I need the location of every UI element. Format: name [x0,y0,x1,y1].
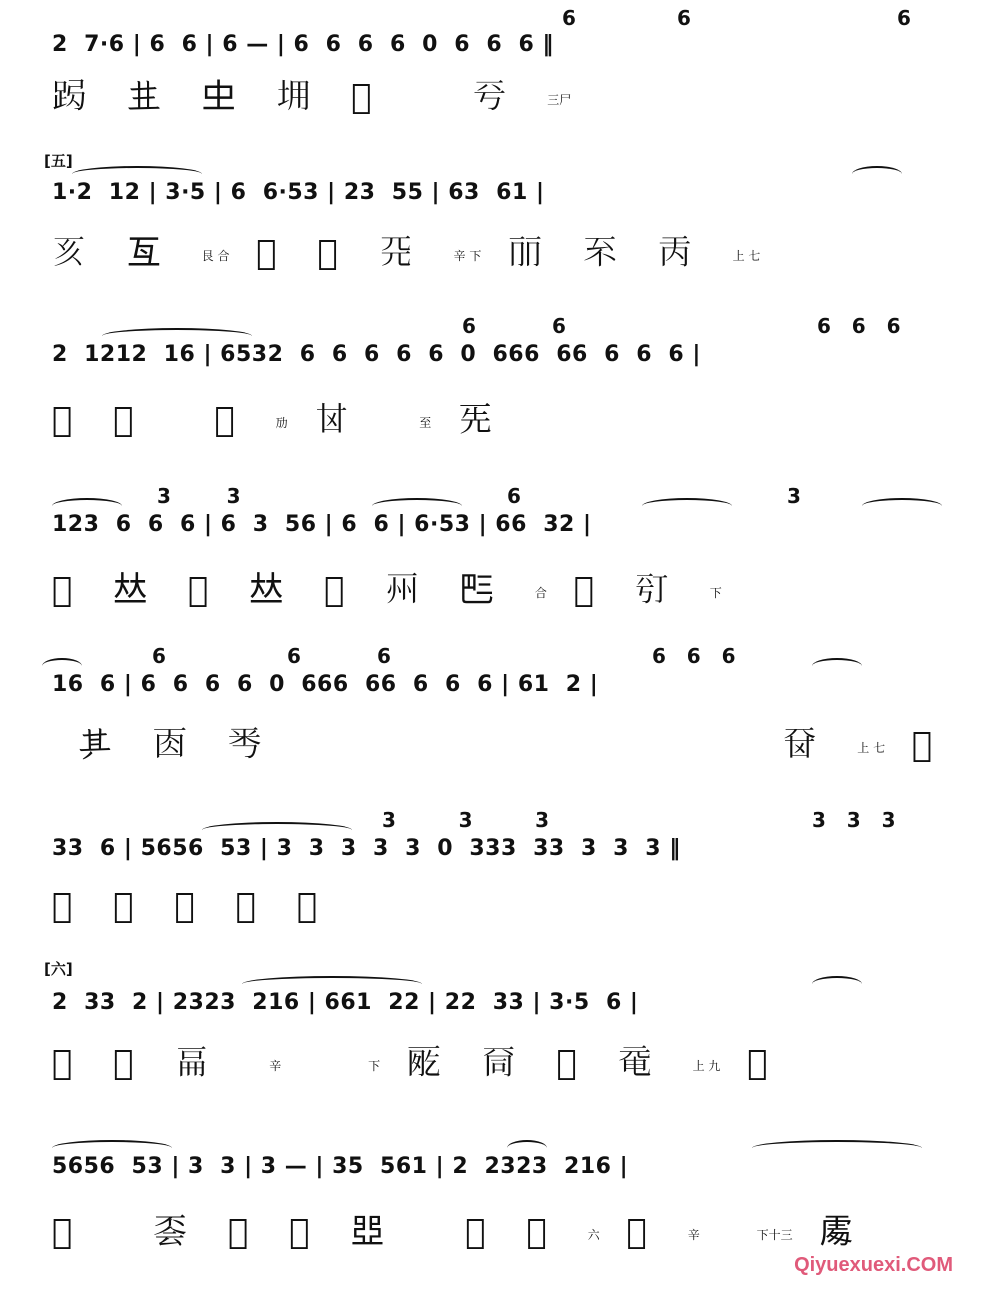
score-row-2 [52,176,942,316]
jianpu-notes: 2 1212 16 | 6532 6 6 6 6 6 0 666 66 6 6 6 | [52,342,701,367]
tab-annotation: 六 [587,1227,600,1242]
tab-char: 𠀭 [227,725,270,765]
tab-annotation: 劢 [275,415,288,430]
tablature-line [52,722,942,782]
tab-annotation: 下 [709,585,722,600]
tab-char: 𠁃 [526,1212,555,1252]
tab-char: 𡊤 [276,77,319,117]
tab-char: 𠀧 [460,570,503,610]
tab-char: 𠀿 [228,1212,257,1252]
chord-stack: 6 [562,6,576,30]
chord-stack: 6 [507,484,521,508]
score-row-4 [52,484,942,648]
tab-char: 𠁂 [465,1212,494,1252]
chord-stack: 6 [552,314,566,338]
tab-char: 𠀨 [573,570,603,610]
tab-char: 𠀫 [78,725,120,765]
tab-char: 𠀳 [235,886,265,926]
chord-stack: 6 [152,644,166,668]
tab-char: 𠀑 [351,77,380,117]
jianpu-notes: 5656 53 | 3 3 | 3 — | 35 561 | 2 2323 216 | [52,1154,629,1179]
tab-char: 𠀙 [508,233,551,273]
tab-char: 𠀻 [617,1043,660,1083]
tab-char: 𠁁 [350,1212,393,1252]
tab-char: 𠀽 [52,1212,81,1252]
tab-char: 𠁀 [289,1212,318,1252]
score-row-3 [52,314,942,478]
tab-char: 𠀰 [52,886,81,926]
tab-char: 𠀥 [188,570,217,610]
tab-char: 𠀴 [296,886,326,926]
chord-stack: 3 3 3 [812,808,896,832]
tab-char: 𠁅 [819,1212,862,1252]
tab-char: 𠀎 [126,77,169,117]
tab-char: 𠀵 [52,1043,81,1083]
chord-stack: 3 3 [157,484,241,508]
tab-char: 𠀤 [249,570,292,610]
tab-char: 𠀥 [324,570,353,610]
tablature-line [52,886,942,946]
tab-annotation: 艮 合 [201,248,230,263]
section-label-5: [五] [44,152,73,170]
tab-char: 𠀕 [126,233,169,273]
chord-stack: 6 [287,644,301,668]
jianpu-notes: 123 6 6 6 | 6 3 56 | 6 6 | 6·53 | 66 32 | [52,512,592,537]
jianpu-notes: 2 7·6 | 6 6 | 6 — | 6 6 6 6 0 6 6 6 ‖ [52,32,554,57]
chord-stack: 3 [787,484,801,508]
tab-annotation: 辛 下 [453,248,482,263]
tablature-line [52,392,942,452]
tab-char: 𠀺 [556,1043,585,1083]
tab-annotation: 辛 [269,1058,282,1073]
tablature-line [52,1040,942,1100]
chord-stack: 6 [677,6,691,30]
chord-stack: 3 3 3 [382,808,550,832]
tab-char: 𠀤 [113,570,156,610]
tab-char: 𠀷 [174,1043,217,1083]
tab-annotation: 合 [534,585,547,600]
tab-annotation: 下 [368,1058,381,1073]
tab-char: 𠀹 [481,1043,524,1083]
tablature-line [52,230,942,290]
tab-char: 𠀱 [113,886,142,926]
chord-stack: 6 [462,314,476,338]
site-watermark: Qiyuexuexi.COM [794,1254,953,1276]
jianpu-notes: 2 33 2 | 2323 216 | 661 22 | 22 33 | 3·5 6 | [52,990,639,1015]
tablature-line [52,74,942,134]
tab-char: 𠀯 [911,725,941,765]
tab-char: 𠀛 [657,233,700,273]
jianpu-notes: 1·2 12 | 3·5 | 6 6·53 | 23 55 | 63 61 | [52,180,545,205]
tab-annotation: 下十三 [756,1227,793,1242]
tab-char: 𨀇 [52,77,94,117]
tab-char: 𠀬 [152,725,195,765]
tab-char: 𠀔 [52,233,94,273]
tab-char: 𠀶 [113,1043,142,1083]
tab-char: 𠀗 [317,233,346,273]
chord-stack: 6 [377,644,391,668]
tab-char: 𠀒 [472,77,515,117]
tablature-line [52,562,942,622]
tab-annotation: 上 九 [692,1058,721,1073]
score-row-5 [52,644,942,808]
tab-char: 𠀼 [747,1043,776,1083]
tab-char: 𠀞 [113,400,142,440]
tab-char: 𠀡 [458,400,501,440]
tab-annotation: 三尸 [547,92,572,107]
tab-char: 𠀣 [52,570,81,610]
tab-char: 𠀝 [52,400,81,440]
tab-char: 𠀖 [256,233,285,273]
chord-stack: 6 6 6 [652,644,736,668]
tab-annotation: 上 七 [732,248,761,263]
tab-char: 𠀲 [174,886,203,926]
tab-annotation: 辛 [687,1227,700,1242]
jianpu-notes: 33 6 | 5656 53 | 3 3 3 3 3 0 333 33 3 3 3 ‖ [52,836,681,861]
tab-char: 𠁄 [626,1212,655,1252]
tab-char: 𠀸 [406,1043,449,1083]
tab-char: 𠀐 [201,77,244,117]
tab-annotation: 至 [419,415,432,430]
tab-char: 𠀟 [214,400,243,440]
tab-char: 𠀮 [782,725,825,765]
tab-annotation: 上 七 [857,740,886,755]
jianpu-notes: 16 6 | 6 6 6 6 0 666 66 6 6 6 | 61 2 | [52,672,599,697]
score-row-7 [52,986,942,1126]
tab-char: 𠀾 [153,1212,196,1252]
chord-stack: 6 [897,6,911,30]
tab-char: 𠀘 [378,233,421,273]
tab-char: 𠀚 [582,233,625,273]
score-row-1 [52,6,942,158]
section-label-6: [六] [44,960,73,978]
tab-char: 𠀠 [314,400,357,440]
chord-stack: 6 6 6 [817,314,901,338]
tab-char: 𠀦 [385,570,428,610]
score-row-6 [52,808,942,972]
tab-char: 𠀩 [634,570,677,610]
